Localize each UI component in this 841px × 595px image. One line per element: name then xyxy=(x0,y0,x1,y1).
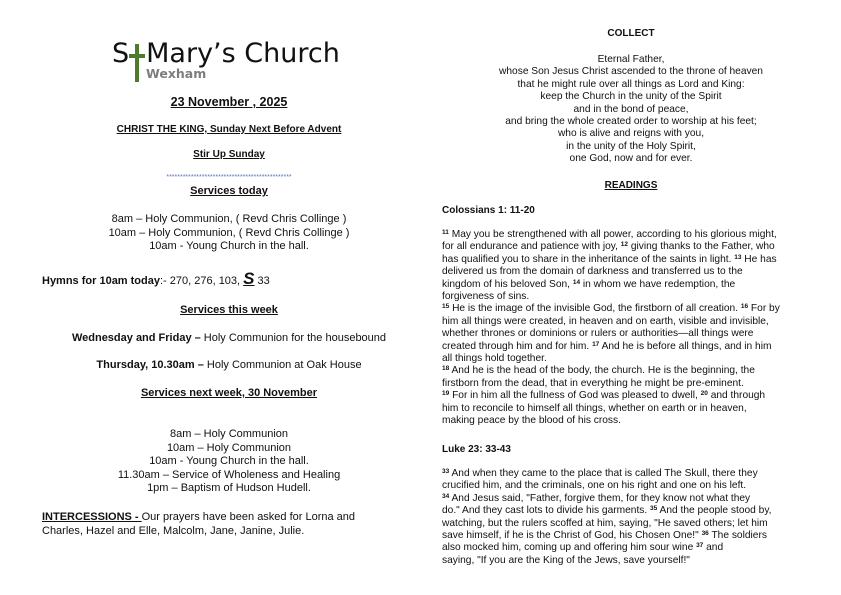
verse-text: also mocked him, coming up and offering him sour wine xyxy=(442,542,697,554)
reading-line xyxy=(442,403,820,415)
verse-text: save himself, if he is the Christ of God, his Chosen One!" xyxy=(442,530,702,542)
verse-number: 13 xyxy=(734,253,742,261)
hymns-last: 33 xyxy=(254,275,270,287)
verse-number: 37 xyxy=(696,542,704,550)
left-page xyxy=(38,0,420,595)
reading-line xyxy=(442,291,820,303)
verse-text: He is the image of the invisible God, the firstborn of all creation. xyxy=(449,303,741,315)
reading-line xyxy=(442,241,820,253)
reading1-title: Colossians 1: 11-20 xyxy=(442,205,535,216)
verse-number: 36 xyxy=(701,530,709,538)
reading-line xyxy=(442,505,820,517)
feast-title: CHRIST THE KING, Sunday Next Before Advent xyxy=(116,124,342,135)
reading-line xyxy=(442,518,820,530)
verse-number: 33 xyxy=(442,468,450,475)
hymn-book-symbol: S xyxy=(243,269,255,288)
verse-text: and xyxy=(703,542,724,554)
collect-prayer: Eternal Father, whose Son Jesus Christ ascended to the throne of heaven that he might rule over all things as Lord and King: keep the Church in the unity of the Spirit and in the bond of peace, and bring the whole created order to worship at his feet; who is alive and reigns with you, in the unity of the Holy Spirit, one God, now and for ever. xyxy=(499,54,763,165)
sunday-subtitle: Stir Up Sunday xyxy=(193,149,265,160)
services-next-heading: Services next week, 30 November xyxy=(140,387,318,399)
services-week-heading: Services this week xyxy=(180,304,278,316)
reading-line xyxy=(442,468,820,480)
verse-text: And when they came to the place that is called The Skull, there they xyxy=(449,468,758,479)
verse-text: saying, "If you are the King of the Jews, save yourself!" xyxy=(442,554,690,566)
readings-heading: READINGS xyxy=(604,180,658,191)
verse-text: him all things were created, in heaven and on earth, visible and invisible, xyxy=(442,315,769,327)
logo-subtitle: Wexham xyxy=(146,66,207,81)
reading-line xyxy=(442,530,820,542)
service-line: 8am – Holy Communion xyxy=(170,428,288,440)
verse-text: giving thanks to the Father, who xyxy=(628,241,775,253)
reading-line xyxy=(442,353,820,365)
verse-text: For by xyxy=(748,303,780,315)
verse-text: has qualified you to share in the inheritance of the saints in light. xyxy=(442,253,735,265)
verse-text: forgiveness of sins. xyxy=(442,291,530,303)
reading-line xyxy=(442,480,820,492)
reading2-title: Luke 23: 33-43 xyxy=(442,444,511,455)
services-next-list xyxy=(38,428,420,496)
verse-text: in whom we have redemption, the xyxy=(580,278,736,290)
verse-text: firstborn from the dead, that in everything he might be pre-eminent. xyxy=(442,377,744,389)
church-logo xyxy=(112,38,352,84)
service-line: 1pm – Baptism of Hudson Hudell. xyxy=(147,482,311,494)
verse-text: whether thrones or dominions or rulers or authorities—all things were xyxy=(442,328,754,340)
verse-text: do." And they cast lots to divide his garments. xyxy=(442,505,651,517)
reading-line xyxy=(442,254,820,266)
service-line: 10am - Young Church in the hall. xyxy=(149,455,309,467)
hymns-line xyxy=(42,269,420,289)
reading-line xyxy=(442,365,820,377)
verse-number: 19 xyxy=(442,390,450,398)
reading2-text xyxy=(442,468,820,567)
service-line: 10am - Young Church in the hall. xyxy=(149,240,309,252)
cross-icon xyxy=(129,44,145,82)
verse-text: And he is before all things, and in him xyxy=(599,340,772,352)
verse-text: for all endurance and patience with joy, xyxy=(442,241,621,253)
verse-text: For in him all the fullness of God was pleased to dwell, xyxy=(449,390,701,402)
service-line: 8am – Holy Communion, ( Revd Chris Collinge ) xyxy=(111,213,347,225)
verse-text: He has xyxy=(741,253,777,265)
reading-line xyxy=(442,316,820,328)
verse-text: The soldiers xyxy=(708,530,767,542)
weekday-service: Wednesday and Friday – Holy Communion for the housebound xyxy=(71,332,387,344)
hymns-label: Hymns for 10am today xyxy=(42,275,160,287)
intercessions-label: INTERCESSIONS - xyxy=(42,511,142,523)
reading-line xyxy=(442,303,820,315)
verse-number: 15 xyxy=(442,303,450,311)
verse-number: 17 xyxy=(592,340,600,348)
service-line: 10am – Holy Communion xyxy=(166,441,292,454)
service-date: 23 November , 2025 xyxy=(170,95,288,109)
verse-text: And he is the head of the body, the church. He is the beginning, the xyxy=(449,365,755,377)
reading-line xyxy=(442,279,820,291)
verse-number: 12 xyxy=(620,241,629,249)
verse-text: And Jesus said, "Father, forgive them, for they know not what they xyxy=(449,492,751,504)
verse-text: May you be strengthened with all power, according to his glorious might, xyxy=(448,229,777,240)
hymns-numbers: :- 270, 276, 103, xyxy=(159,275,244,287)
services-today-heading: Services today xyxy=(190,185,268,197)
verse-text: created through him and for him. xyxy=(442,340,593,352)
reading-line xyxy=(442,266,820,278)
verse-text: And the people stood by, xyxy=(657,505,772,517)
verse-number: 20 xyxy=(700,390,708,398)
verse-text: all things hold together. xyxy=(442,353,547,365)
service-line: 11.30am – Service of Wholeness and Healing xyxy=(117,468,341,481)
verse-number: 16 xyxy=(740,303,749,311)
service-line: 10am – Holy Communion, ( Revd Chris Collinge ) xyxy=(108,226,350,239)
verse-text: him to reconcile to himself all things, whether on earth or in heaven, xyxy=(442,402,747,414)
reading1-text xyxy=(442,229,820,428)
verse-number: 11 xyxy=(442,229,449,236)
verse-text: and through xyxy=(707,390,766,402)
reading-line xyxy=(442,378,820,390)
reading-line xyxy=(442,555,820,567)
verse-text: watching, but the rulers scoffed at him, saying, "He saved others; let him xyxy=(442,517,768,529)
verse-number: 14 xyxy=(572,278,581,286)
reading-line xyxy=(442,229,820,241)
logo-title: S Mary’s Church xyxy=(112,38,340,69)
reading-line xyxy=(442,493,820,505)
verse-number: 35 xyxy=(650,505,658,513)
collect-heading: COLLECT xyxy=(607,28,655,39)
reading-line xyxy=(442,390,820,402)
verse-number: 18 xyxy=(442,365,450,373)
intercessions: INTERCESSIONS - Our prayers have been asked for Lorna and Charles, Hazel and Elle, Malcolm, Jane, Janine, Julie. xyxy=(42,511,356,537)
services-today-list xyxy=(38,213,420,254)
reading-line xyxy=(442,542,820,554)
weekday-service: Thursday, 10.30am – Holy Communion at Oak House xyxy=(96,359,362,371)
reading-line xyxy=(442,328,820,340)
verse-text: delivered us from the domain of darkness and transferred us to the xyxy=(442,266,743,278)
verse-text: crucified him, and the criminals, one on his right and one on his left. xyxy=(442,480,747,492)
verse-text: making peace by the blood of his cross. xyxy=(442,415,621,427)
reading-line xyxy=(442,341,820,353)
verse-text: kingdom of his beloved Son, xyxy=(442,278,573,290)
star-divider: ********************************************** xyxy=(166,174,292,181)
right-page xyxy=(442,0,820,595)
verse-number: 34 xyxy=(442,492,450,500)
reading-line xyxy=(442,415,820,427)
